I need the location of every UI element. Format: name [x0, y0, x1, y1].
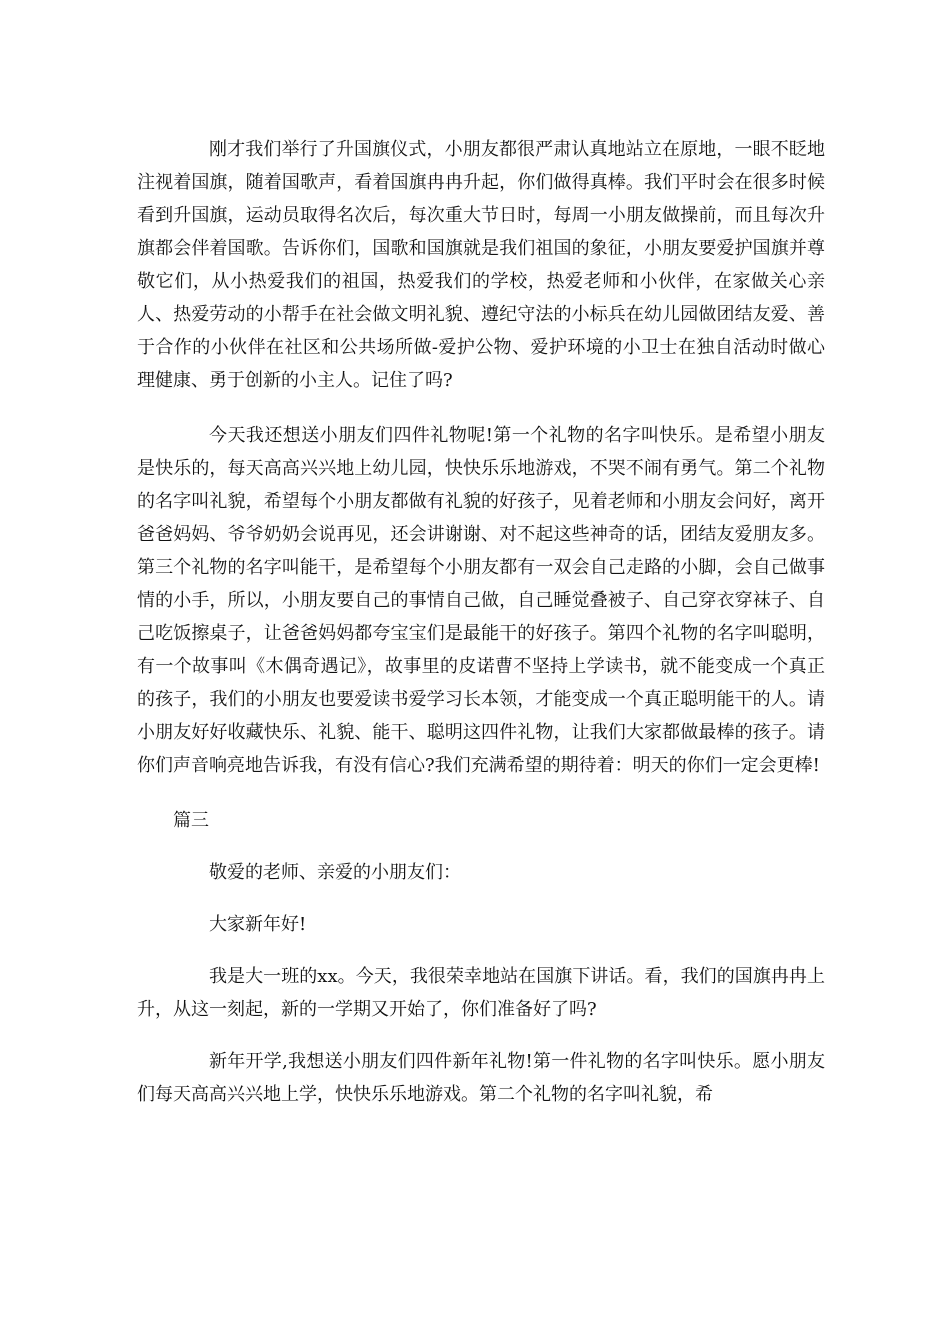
paragraph-intro: 我是大一班的xx。今天，我很荣幸地站在国旗下讲话。看，我们的国旗冉冉上升，从这一刻起，新的一学期又开始了，你们准备好了吗? — [137, 966, 825, 1020]
section-heading: 篇三 — [173, 810, 209, 831]
greeting: 大家新年好! — [209, 914, 307, 935]
paragraph-flag-ceremony: 刚才我们举行了升国旗仪式，小朋友都很严肃认真地站立在原地，一眼不眨地注视着国旗，随着国歌声，看着国旗冉冉升起，你们做得真棒。我们平时会在很多时候看到升国旗，运动员取得名次后，每次重大节日时，每周一小朋友做操前，而且每次升旗都会伴着国歌。告诉你们，国歌和国旗就是我们祖国的象征，小朋友要爱护国旗并尊敬它们，从小热爱我们的祖国，热爱我们的学校，热爱老师和小伙伴，在家做关心亲人、热爱劳动的小帮手在社会做文明礼貌、遵纪守法的小标兵在幼儿园做团结友爱、善于合作的小伙伴在社区和公共场所做-爱护公物、爱护环境的小卫士在独自活动时做心理健康、勇于创新的小主人。记住了吗? — [137, 139, 825, 391]
paragraph-new-year-gifts: 新年开学,我想送小朋友们四件新年礼物!第一件礼物的名字叫快乐。愿小朋友们每天高高兴兴地上学，快快乐乐地游戏。第二个礼物的名字叫礼貌，希 — [137, 1051, 825, 1105]
salutation: 敬爱的老师、亲爱的小朋友们： — [209, 862, 461, 883]
paragraph-four-gifts: 今天我还想送小朋友们四件礼物呢!第一个礼物的名字叫快乐。是希望小朋友是快乐的，每天高高兴兴地上幼儿园，快快乐乐地游戏，不哭不闹有勇气。第二个礼物的名字叫礼貌，希望每个小朋友都做有礼貌的好孩子，见着老师和小朋友会问好，离开爸爸妈妈、爷爷奶奶会说再见，还会讲谢谢、对不起这些神奇的话，团结友爱朋友多。第三个礼物的名字叫能干，是希望每个小朋友都有一双会自己走路的小脚，会自己做事情的小手，所以，小朋友要自己的事情自己做，自己睡觉叠被子、自己穿衣穿袜子、自己吃饭擦桌子，让爸爸妈妈都夸宝宝们是最能干的好孩子。第四个礼物的名字叫聪明，有一个故事叫《木偶奇遇记》，故事里的皮诺曹不坚持上学读书，就不能变成一个真正的孩子，我们的小朋友也要爱读书爱学习长本领，才能变成一个真正聪明能干的人。请小朋友好好收藏快乐、礼貌、能干、聪明这四件礼物，让我们大家都做最棒的孩子。请你们声音响亮地告诉我，有没有信心?我们充满希望的期待着：明天的你们一定会更棒! — [137, 425, 825, 776]
document-body — [137, 133, 825, 1111]
